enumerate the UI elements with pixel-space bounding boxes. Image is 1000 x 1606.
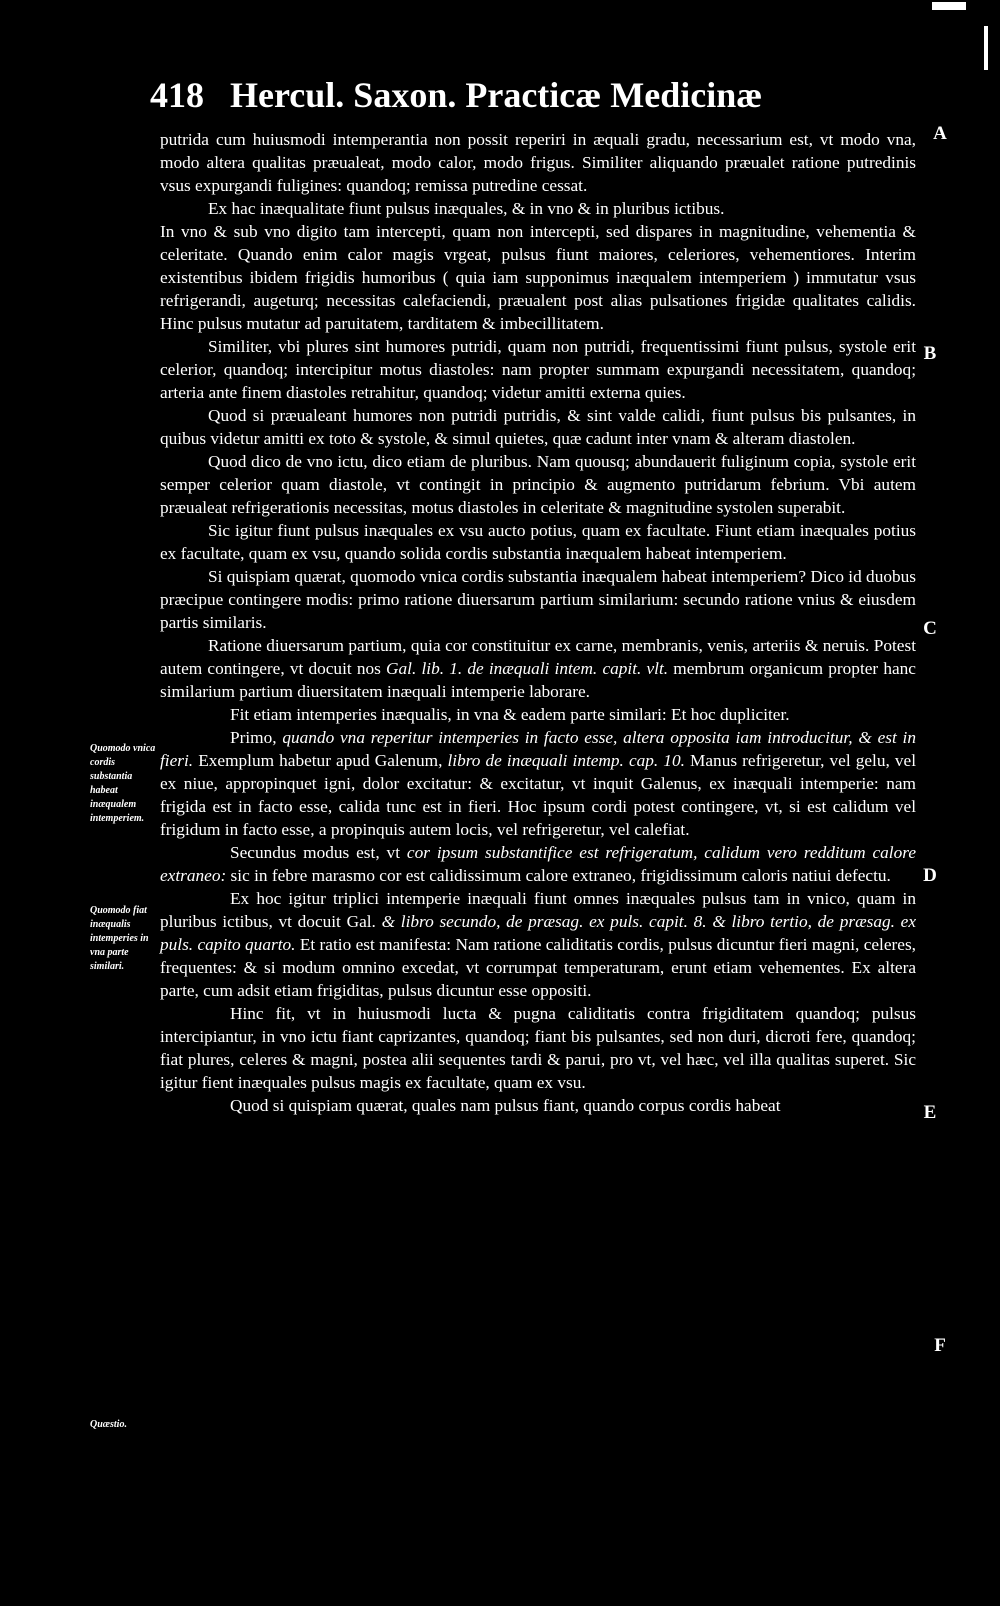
section-letter-d: D (923, 865, 937, 886)
section-letter-c: C (923, 618, 937, 639)
marginal-note: Quomodo vnica cordis substantia habeat inæqualem intemperiem. (90, 743, 156, 824)
running-title: Hercul. Saxon. Practicæ Medicinæ (230, 75, 763, 115)
page-header (150, 74, 890, 124)
citation: & libro secundo, de præsag. ex puls. capit. 8. & libro tertio, de præsag. ex puls. capito quarto. (160, 912, 916, 954)
paragraph (160, 726, 916, 841)
paragraph-text: Exemplum habetur apud Galenum, (198, 751, 443, 770)
paragraph (160, 634, 916, 703)
main-text (160, 128, 916, 1117)
citation: Gal. lib. 1. de inæquali intem. capit. vlt. (386, 659, 669, 678)
italic-phrase: quando vna reperitur intemperies in facto esse, altera opposita iam introducitur, & est in fieri. (160, 728, 916, 770)
paragraph-text: Manus refrigeretur, vel gelu, vel ex niue, appropinquet igni, dolor excitatur: & excitatur, vt inquit Galenus, ex inæquali intemperie: nam frigida est in facto esse, calida tunc est in fieri. Hoc ipsum cordi potest contingere, vt, si est calidum vel frigidum in facto esse, a propinquis autem locis, vel refrigeretur, vel calefiat. (160, 751, 916, 839)
marginal-note: Quomodo fiat inæqualis intemperies in vna parte similari. (90, 905, 149, 972)
italic-phrase: cor ipsum substantifice est refrigeratum, calidum vero redditum calore extraneo: (160, 843, 916, 885)
paragraph: Si quispiam quærat, quomodo vnica cordis substantia inæqualem habeat intemperiem? Dico id duobus præcipue contingere modis: primo ratione diuersarum partium similarium: secundo ratione vnius & eiusdem partis similaris. (160, 567, 916, 632)
section-letter-b: B (923, 343, 937, 364)
paragraph: Similiter, vbi plures sint humores putridi, quam non putridi, frequentissimi fiunt pulsus, systole erit celerior, quandoq; intercipitur motus diastoles: nam propter summam expurgandi necessitatem, quandoq; arteria ante finem diastoles retrahitur, quandoq; videtur amitti externa quies. (160, 337, 916, 402)
paragraph: Quod dico de vno ictu, dico etiam de pluribus. Nam quousq; abundauerit fuliginum copia, systole erit semper celerior quam diastole, vt contingit in principio & augmento putridarum febrium. Vbi autem præualeat refrigerationis necessitas, motus diastoles in celeritate & magnitudine systolen superabit. (160, 452, 916, 517)
paragraph: In vno & sub vno digito tam intercepti, quam non intercepti, sed dispares in magnitudine, vehementia & celeritate. Quando enim calor magis vrgeat, pulsus fiunt maiores, celeriores, vehementiores. Interim existentibus ibidem frigidis humoribus ( quia iam supponimus inæqualem intemperiem ) immutatur vsus refrigerandi, augeturq; necessitas calefaciendi, præualent post alias pulsationes frigidæ qualitates calidis. Hinc pulsus mutatur ad paruitatem, tarditatem & imbecillitatem. (160, 222, 916, 333)
paragraph-text: sic in febre marasmo cor est calidissimum calore extraneo, frigidissimum caloris natiui defectu. (230, 866, 891, 885)
paragraph-text: Ratione diuersarum partium, quia cor constituitur ex carne, membranis, venis, arteriis & neruis. Potest autem contingere, vt docuit nos (160, 636, 916, 678)
page-number: 418 (150, 75, 204, 115)
paragraph: Quod si præualeant humores non putridi putridis, & sint valde calidi, fiunt pulsus bis pulsantes, in quibus videtur amitti ex toto & systole, & simul quietes, quæ cadunt inter vnam & alteram diastolen. (160, 406, 916, 448)
citation: libro de inæquali intemp. cap. 10. (447, 751, 685, 770)
paragraph: Fit etiam intemperies inæqualis, in vna & eadem parte similari: Et hoc dupliciter. (230, 705, 790, 724)
paragraph-text: membrum organicum propter hanc similarium partium diuersitatem inæquali intemperie laborare. (160, 659, 916, 701)
marginal-note: Quæstio. (90, 1419, 127, 1430)
paragraph: Quod si quispiam quærat, quales nam pulsus fiant, quando corpus cordis habeat (230, 1096, 781, 1115)
paragraph-text: Ex hoc igitur triplici intemperie inæquali fiunt omnes inæquales pulsus tam in vnico, quam in pluribus ictibus, vt docuit Gal. (160, 889, 916, 931)
corner-ink-mark (932, 2, 966, 10)
section-letter-a: A (933, 123, 947, 144)
paragraph: Hinc fit, vt in huiusmodi lucta & pugna caliditatis contra frigiditatem quandoq; pulsus intercipiantur, in vno ictu fiant caprizantes, quandoq; fiant bis pulsantes, sed non duri, dicroti fere, quandoq; fiat plures, celeres & magni, postea alii sequentes tardi & parui, pro vt, vel hæc, vel illa qualitas superet. Sic igitur fient inæquales pulsus magis ex facultate, quam ex vsu. (160, 1004, 916, 1092)
paragraph-text: Secundus modus est, vt (230, 843, 400, 862)
paragraph (160, 887, 916, 1002)
section-letter-e: E (923, 1102, 937, 1123)
edge-ink-mark (984, 26, 988, 70)
paragraph: Sic igitur fiunt pulsus inæquales ex vsu aucto potius, quam ex facultate. Fiunt etiam inæquales potius ex facultate, quam ex vsu, quando solida cordis substantia inæqualem habeat intemperiem. (160, 521, 916, 563)
paragraph-text: Et ratio est manifesta: Nam ratione caliditatis cordis, pulsus dicuntur fieri magni, celeres, frequentes: & si modum omnino excedat, vt corrumpat temperaturam, erunt etiam vehementes. Ex altera parte, cum adsit etiam frigiditas, pulsus dicuntur esse oppositi. (160, 935, 916, 1000)
paragraph-text: Primo, (230, 728, 277, 747)
paragraph: putrida cum huiusmodi intemperantia non possit reperiri in æquali gradu, necessarium est, vt modo vna, modo altera qualitas præualeat, modo calor, modo frigus. Similiter aliquando præualet ratione putredinis vsus expurgandi fuligines: quandoq; remissa putredine cessat. (160, 130, 916, 195)
paragraph: Ex hac inæqualitate fiunt pulsus inæquales, & in vno & in pluribus ictibus. (208, 199, 725, 218)
paragraph (160, 841, 916, 887)
section-letter-f: F (934, 1335, 946, 1356)
